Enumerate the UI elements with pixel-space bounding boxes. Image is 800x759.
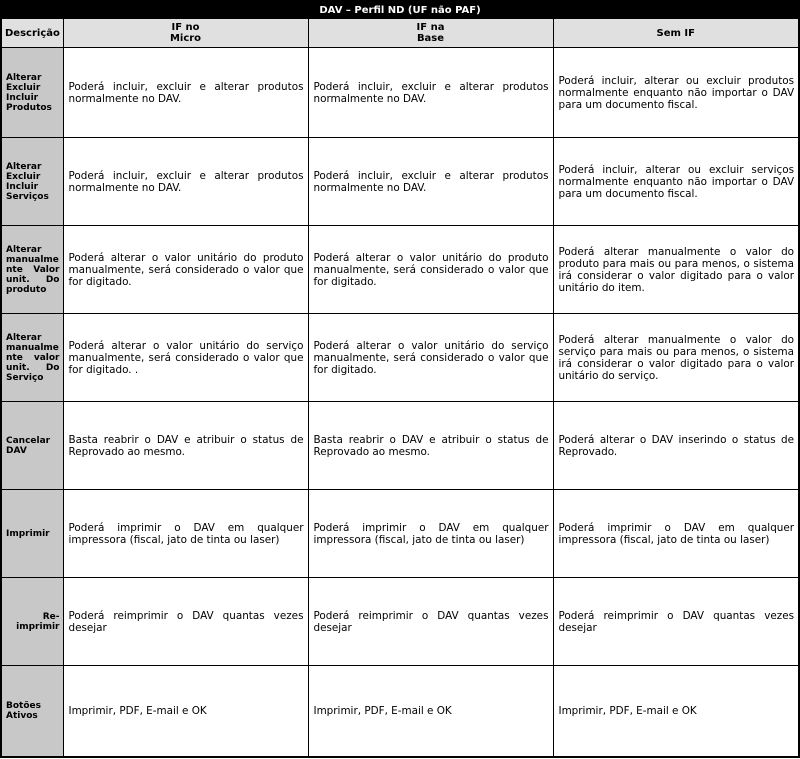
header-if-micro-line2: Micro <box>169 33 202 44</box>
table-row <box>1 226 799 314</box>
table-row <box>1 48 799 138</box>
cell-if-base: Imprimir, PDF, E-mail e OK <box>308 666 553 757</box>
row-descricao: Imprimir <box>1 490 63 578</box>
cell-if-micro: Poderá reimprimir o DAV quantas vezes desejar <box>63 578 308 666</box>
cell-if-base: Poderá incluir, excluir e alterar produtos normalmente no DAV. <box>308 48 553 138</box>
row-descricao: Alterar Excluir Incluir Produtos <box>1 48 63 138</box>
table-row <box>1 138 799 226</box>
cell-if-micro: Poderá alterar o valor unitário do produto manualmente, será considerado o valor que for digitado. <box>63 226 308 314</box>
cell-if-micro: Poderá incluir, excluir e alterar produtos normalmente no DAV. <box>63 48 308 138</box>
cell-if-micro: Basta reabrir o DAV e atribuir o status de Reprovado ao mesmo. <box>63 402 308 490</box>
cell-if-micro: Poderá imprimir o DAV em qualquer impressora (fiscal, jato de tinta ou laser) <box>63 490 308 578</box>
cell-sem-if: Imprimir, PDF, E-mail e OK <box>553 666 799 757</box>
cell-sem-if: Poderá alterar manualmente o valor do produto para mais ou para menos, o sistema irá considerar o valor digitado para o valor unitário do item. <box>553 226 799 314</box>
cell-sem-if: Poderá alterar o DAV inserindo o status de Reprovado. <box>553 402 799 490</box>
cell-sem-if: Poderá alterar manualmente o valor do serviço para mais ou para menos, o sistema irá considerar o valor digitado para o valor unitário do serviço. <box>553 314 799 402</box>
row-descricao: Botões Ativos <box>1 666 63 757</box>
row-descricao: Re-imprimir <box>1 578 63 666</box>
header-descricao: Descrição <box>1 19 63 48</box>
cell-if-micro: Poderá incluir, excluir e alterar produtos normalmente no DAV. <box>63 138 308 226</box>
table-row <box>1 314 799 402</box>
table-row <box>1 402 799 490</box>
header-sem-if: Sem IF <box>553 19 799 48</box>
cell-if-base: Poderá imprimir o DAV em qualquer impressora (fiscal, jato de tinta ou laser) <box>308 490 553 578</box>
cell-if-micro: Imprimir, PDF, E-mail e OK <box>63 666 308 757</box>
table-title-row <box>1 1 799 19</box>
row-descricao: Alterar manualmente Valor unit. Do produto <box>1 226 63 314</box>
cell-if-base: Poderá incluir, excluir e alterar produtos normalmente no DAV. <box>308 138 553 226</box>
cell-if-base: Poderá alterar o valor unitário do produto manualmente, será considerado o valor que for digitado. <box>308 226 553 314</box>
cell-if-micro: Poderá alterar o valor unitário do serviço manualmente, será considerado o valor que for digitado. . <box>63 314 308 402</box>
cell-sem-if: Poderá incluir, alterar ou excluir produtos normalmente enquanto não importar o DAV para um documento fiscal. <box>553 48 799 138</box>
cell-if-base: Poderá alterar o valor unitário do serviço manualmente, será considerado o valor que for digitado. <box>308 314 553 402</box>
header-if-base-line1: IF na <box>416 22 445 33</box>
header-if-base-line2: Base <box>416 33 445 44</box>
row-descricao: Alterar manualmente valor unit. Do Serviço <box>1 314 63 402</box>
table-row <box>1 578 799 666</box>
header-if-base <box>308 19 553 48</box>
table-title: DAV – Perfil ND (UF não PAF) <box>1 1 799 19</box>
cell-if-base: Poderá reimprimir o DAV quantas vezes desejar <box>308 578 553 666</box>
table-row <box>1 490 799 578</box>
cell-sem-if: Poderá incluir, alterar ou excluir serviços normalmente enquanto não importar o DAV para um documento fiscal. <box>553 138 799 226</box>
cell-sem-if: Poderá imprimir o DAV em qualquer impressora (fiscal, jato de tinta ou laser) <box>553 490 799 578</box>
table-header-row <box>1 19 799 48</box>
cell-if-base: Basta reabrir o DAV e atribuir o status de Reprovado ao mesmo. <box>308 402 553 490</box>
row-descricao: Alterar Excluir Incluir Serviços <box>1 138 63 226</box>
table-row <box>1 666 799 757</box>
cell-sem-if: Poderá reimprimir o DAV quantas vezes desejar <box>553 578 799 666</box>
header-if-micro-line1: IF no <box>171 22 200 33</box>
row-descricao: Cancelar DAV <box>1 402 63 490</box>
header-if-micro <box>63 19 308 48</box>
